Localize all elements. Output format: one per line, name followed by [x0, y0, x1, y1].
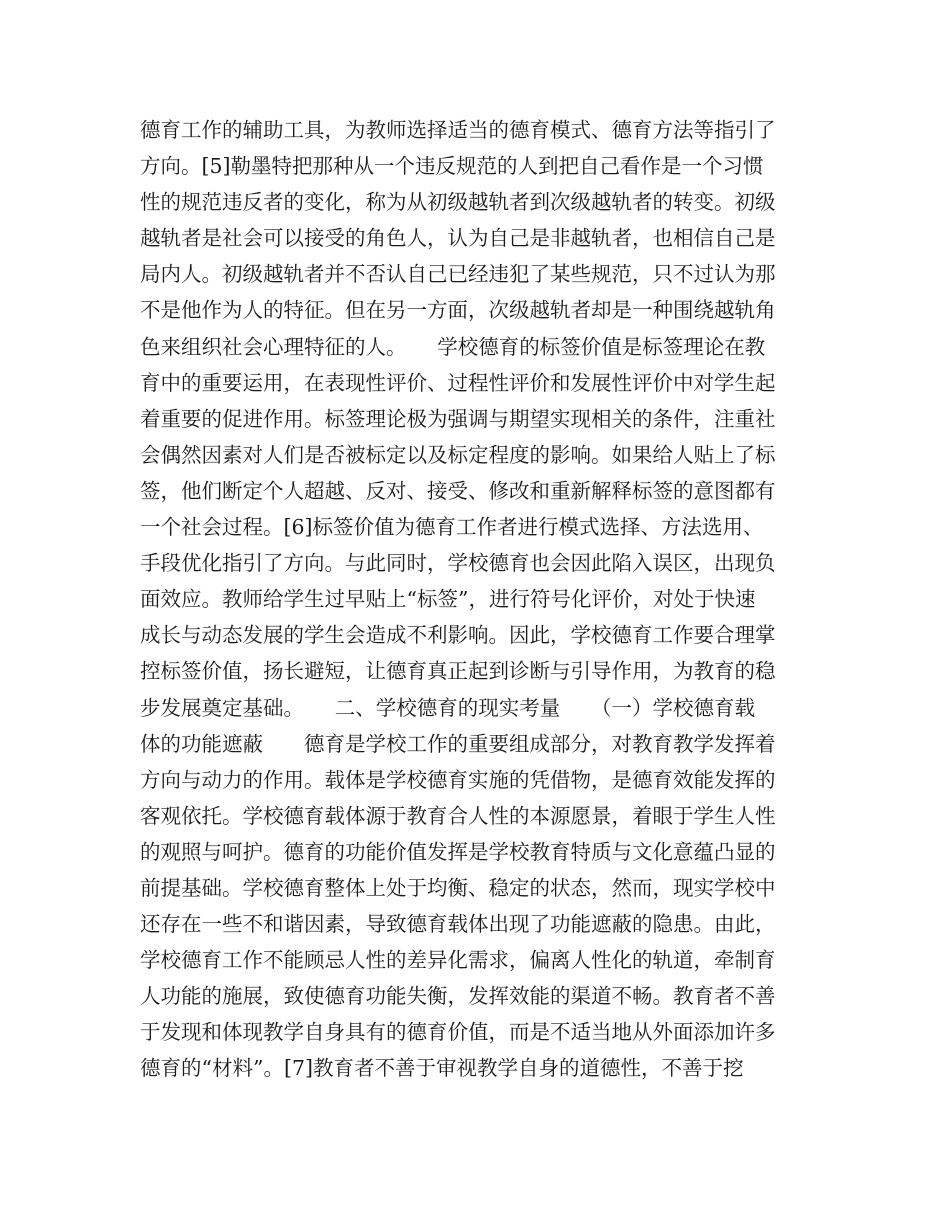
text-line: 方向与动力的作用。载体是学校德育实施的凭借物，是德育效能发挥的: [140, 767, 776, 792]
text-line: 越轨者是社会可以接受的角色人，认为自己是非越轨者，也相信自己是: [140, 226, 776, 251]
text-line: 性的规范违反者的变化，称为从初级越轨者到次级越轨者的转变。初级: [140, 190, 776, 215]
text-line: 签，他们断定个人超越、反对、接受、修改和重新解释标签的意图都有: [140, 478, 776, 503]
text-line: 着重要的促进作用。标签理论极为强调与期望实现相关的条件，注重社: [140, 406, 776, 431]
text-line: 育中的重要运用，在表现性评价、过程性评价和发展性评价中对学生起: [140, 370, 776, 395]
text-line: 还存在一些不和谐因素，导致德育载体出现了功能遮蔽的隐患。由此，: [140, 912, 776, 937]
text-line: 于发现和体现教学自身具有的德育价值，而是不适当地从外面添加许多: [140, 1020, 776, 1045]
text-line: 体的功能遮蔽 德育是学校工作的重要组成部分，对教育教学发挥着: [140, 731, 776, 756]
text-line: 人功能的施展，致使德育功能失衡，发挥效能的渠道不畅。教育者不善: [140, 984, 776, 1009]
text-line: 前提基础。学校德育整体上处于均衡、稳定的状态，然而，现实学校中: [140, 875, 776, 900]
text-line: 成长与动态发展的学生会造成不利影响。因此，学校德育工作要合理掌: [140, 623, 776, 648]
text-line: 控标签价值，扬长避短，让德育真正起到诊断与引导作用，为教育的稳: [140, 659, 776, 684]
text-line: 步发展奠定基础。 二、学校德育的现实考量 （一）学校德育载: [140, 695, 755, 720]
text-line: 面效应。教师给学生过早贴上“标签”，进行符号化评价，对处于快速: [140, 587, 756, 612]
text-line: 色来组织社会心理特征的人。 学校德育的标签价值是标签理论在教: [140, 334, 766, 359]
text-line: 方向。[5]勒墨特把那种从一个违反规范的人到把自己看作是一个习惯: [140, 154, 764, 179]
text-line: 会偶然因素对人们是否被标定以及标定程度的影响。如果给人贴上了标: [140, 442, 776, 467]
text-line: 学校德育工作不能顾忌人性的差异化需求，偏离人性化的轨道，牵制育: [140, 948, 776, 973]
text-line: 一个社会过程。[6]标签价值为德育工作者进行模式选择、方法选用、: [140, 515, 764, 540]
body-text: [140, 112, 820, 1087]
text-line: 手段优化指引了方向。与此同时，学校德育也会因此陷入误区，出现负: [140, 551, 776, 576]
text-line: 德育的“材料”。[7]教育者不善于审视教学自身的道德性，不善于挖: [140, 1056, 744, 1081]
text-line: 局内人。初级越轨者并不否认自己已经违犯了某些规范，只不过认为那: [140, 262, 776, 287]
text-line: 德育工作的辅助工具，为教师选择适当的德育模式、德育方法等指引了: [140, 118, 776, 142]
text-line: 的观照与呵护。德育的功能价值发挥是学校教育特质与文化意蕴凸显的: [140, 839, 776, 864]
text-line: 客观依托。学校德育载体源于教育合人性的本源愿景，着眼于学生人性: [140, 803, 776, 828]
text-line: 不是他作为人的特征。但在另一方面，次级越轨者却是一种围绕越轨角: [140, 298, 776, 323]
